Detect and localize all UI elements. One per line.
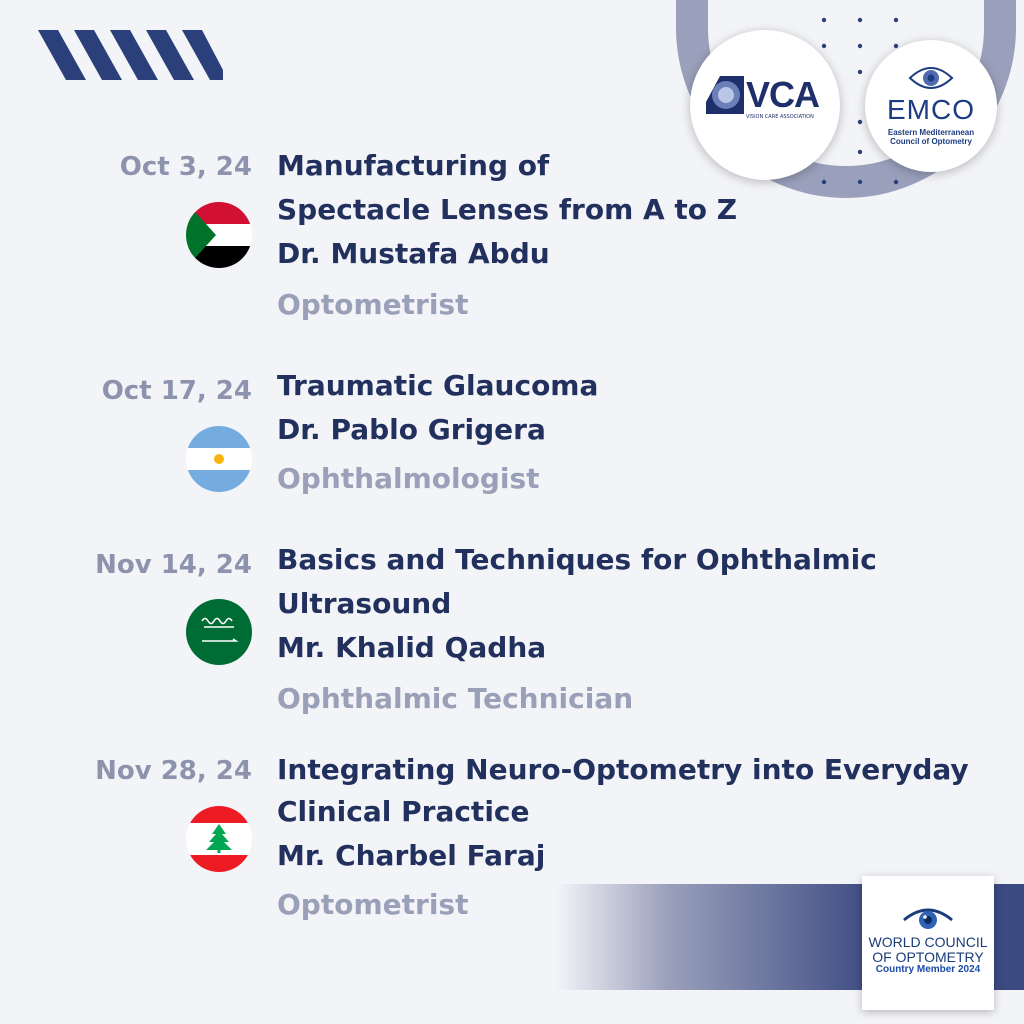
event-title-line: Basics and Techniques for Ophthalmic bbox=[277, 543, 877, 576]
event-speaker: Dr. Mustafa Abdu bbox=[277, 237, 550, 270]
event-title-line: Traumatic Glaucoma bbox=[277, 369, 599, 402]
emco-subtitle-line2: Council of Optometry bbox=[890, 137, 972, 146]
event-title-line: Integrating Neuro-Optometry into Everyday bbox=[277, 753, 969, 786]
eye-lens-icon bbox=[704, 72, 746, 118]
event-title-line: Ultrasound bbox=[277, 587, 452, 620]
emco-name: EMCO bbox=[887, 94, 975, 125]
event-title-line: Clinical Practice bbox=[277, 795, 530, 828]
lebanon-flag-icon bbox=[186, 806, 252, 872]
eye-icon bbox=[908, 64, 954, 92]
wco-line2: OF OPTOMETRY bbox=[872, 949, 984, 965]
event-date: Oct 3, 24 bbox=[119, 152, 252, 182]
saudi-arabia-flag-icon bbox=[186, 599, 252, 665]
wco-member: Country Member 2024 bbox=[875, 964, 981, 975]
event-speaker: Mr. Khalid Qadha bbox=[277, 631, 547, 664]
argentina-flag-icon bbox=[186, 426, 252, 492]
event-role: Ophthalmologist bbox=[277, 462, 540, 495]
eye-icon bbox=[902, 904, 954, 932]
event-role: Optometrist bbox=[277, 888, 469, 921]
event-role: Ophthalmic Technician bbox=[277, 682, 634, 715]
emco-logo bbox=[865, 40, 997, 172]
stripes-decoration bbox=[38, 30, 223, 80]
vca-name: VCA bbox=[746, 74, 820, 115]
sudan-flag-icon bbox=[186, 202, 252, 268]
event-role: Optometrist bbox=[277, 288, 469, 321]
event-speaker: Mr. Charbel Faraj bbox=[277, 839, 546, 872]
event-title-line: Spectacle Lenses from A to Z bbox=[277, 193, 738, 226]
vca-subtitle: VISION CARE ASSOCIATION bbox=[746, 114, 814, 120]
emco-subtitle-line1: Eastern Mediterranean bbox=[887, 128, 975, 137]
wco-badge bbox=[862, 876, 994, 1010]
gradient-band-decoration bbox=[556, 884, 876, 990]
wco-line1: WORLD COUNCIL bbox=[868, 934, 988, 950]
event-date: Nov 14, 24 bbox=[95, 550, 252, 580]
event-date: Nov 28, 24 bbox=[95, 756, 252, 786]
event-date: Oct 17, 24 bbox=[101, 376, 252, 406]
vca-logo bbox=[690, 30, 840, 180]
event-title-line: Manufacturing of bbox=[277, 149, 550, 182]
event-speaker: Dr. Pablo Grigera bbox=[277, 413, 546, 446]
